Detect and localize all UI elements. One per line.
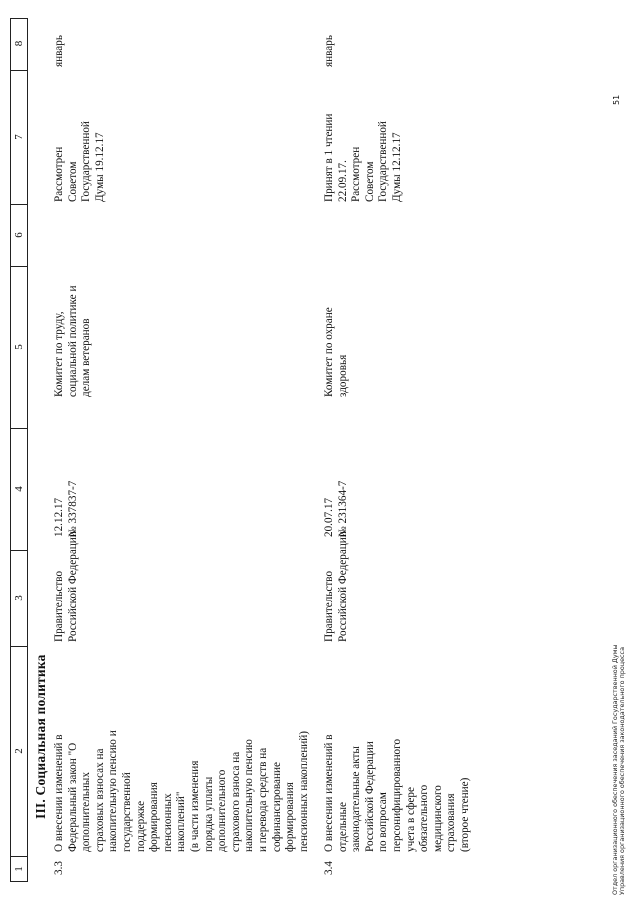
registration-info: 20.07.17 № 231364-7 [323,480,349,537]
column-number: 3 [11,550,27,647]
footer-line: Управления организационного обеспечения законодательного процесса [618,647,627,895]
bill-title: О внесении изменений в отдельные законодательные акты Российской Федерации по вопросам персонифицированного учета в сфере обязательного медицинского страхования (второе чтение) [323,734,471,852]
column-number: 5 [11,266,27,429]
bill-status: Принят в 1 чтении 22.09.17. Рассмотрен Советом Государственной Думы 12.12.17 [323,113,403,202]
planned-month: январь [323,35,335,67]
bill-title: О внесении изменений в Федеральный закон "О дополнительных страховых взносах на накопительную пенсию и государственной поддержке формирования пенсионных накоплений" (в части изменения порядка уплаты дополнительного страхового взноса на накопительную пенсию и перевода средств на софинансирование формирования пенсионных накоплений) [53,730,310,852]
column-number: 4 [11,428,27,551]
bill-initiator: Правительство Российской Федерации [323,531,349,642]
page-footer [612,644,627,895]
section-title: III. Социальная политика [33,654,48,819]
column-number: 7 [11,70,27,205]
bill-initiator: Правительство Российской Федерации [53,531,79,642]
column-number-header [10,18,28,882]
footer-line: Отдел организационного обеспечения заседаний Государственной Думы [611,644,619,895]
responsible-committee: Комитет по охране здоровья [323,307,349,397]
column-number: 6 [11,204,27,267]
registration-info: 12.12.17 № 337837-7 [53,480,79,537]
page-number: 51 [612,94,621,105]
row-number: 3.3 [53,861,65,875]
column-number: 1 [13,866,25,872]
row-number: 3.4 [323,861,335,875]
bill-status: Рассмотрен Советом Государственной Думы 19.12.17 [53,121,106,202]
column-number: 2 [11,646,27,857]
planned-month: январь [53,35,65,67]
column-number: 8 [11,17,27,71]
responsible-committee: Комитет по труду, социальной политике и делам ветеранов [53,285,93,397]
